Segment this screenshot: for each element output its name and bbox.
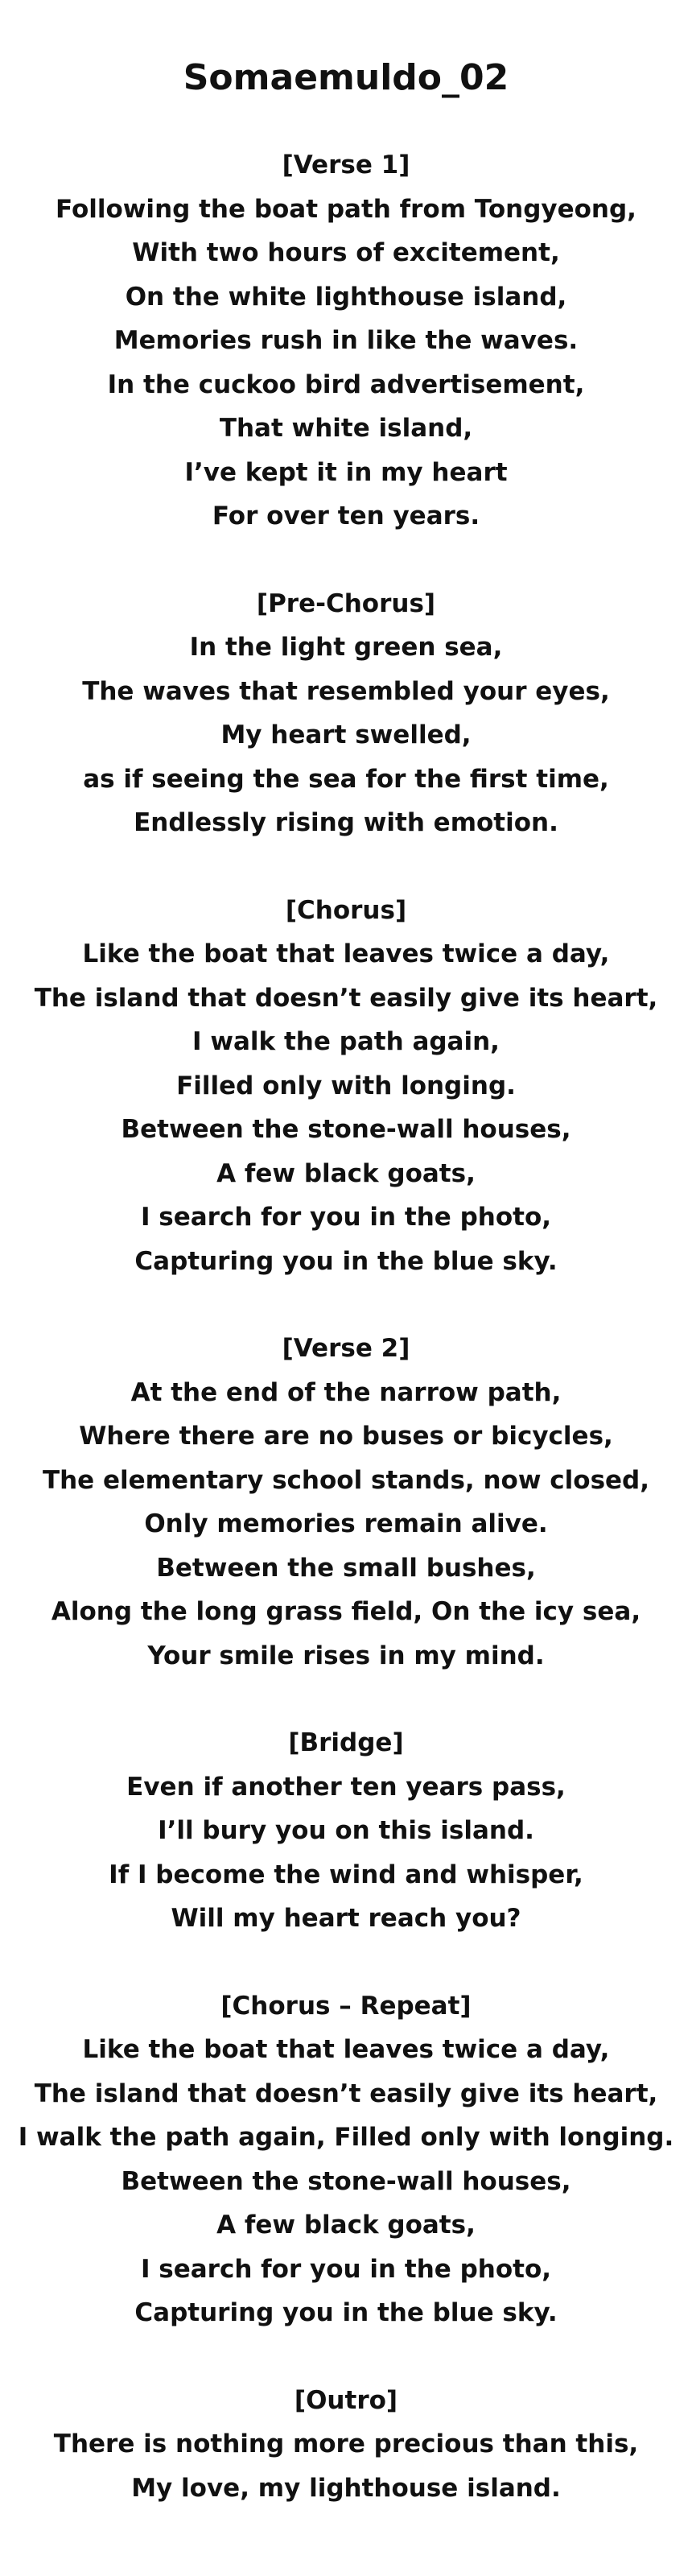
lyric-line: as if seeing the sea for the first time,: [83, 764, 609, 794]
lyric-line: In the cuckoo bird advertisement,: [107, 369, 585, 399]
lyric-line: Will my heart reach you?: [171, 1904, 521, 1933]
lyrics-section: [0, 1984, 692, 2335]
lyric-line: At the end of the narrow path,: [130, 1377, 562, 1407]
lyric-line: There is nothing more precious than this,: [53, 2429, 639, 2458]
lyric-line: Like the boat that leaves twice a day,: [82, 2035, 610, 2064]
section-header: [Chorus]: [285, 895, 407, 925]
lyric-line: A few black goats,: [216, 2211, 476, 2240]
lyrics-section: [0, 582, 692, 845]
lyric-line: I walk the path again,: [192, 1027, 500, 1056]
lyric-line: Like the boat that leaves twice a day,: [82, 939, 610, 968]
section-header: [Bridge]: [288, 1728, 404, 1757]
lyric-line: I’ve kept it in my heart: [184, 457, 508, 487]
section-header: [Verse 2]: [282, 1334, 410, 1363]
lyric-line: I walk the path again, Filled only with longing.: [18, 2123, 674, 2152]
lyric-line: Even if another ten years pass,: [126, 1772, 566, 1802]
lyric-line: Between the stone-wall houses,: [121, 1115, 571, 1144]
lyric-line: If I become the wind and whisper,: [109, 1860, 583, 1889]
lyrics-section: [0, 889, 692, 1284]
lyric-line: Filled only with longing.: [176, 1071, 516, 1100]
lyric-line: Along the long grass field, On the icy sea,: [51, 1597, 641, 1626]
lyrics-section: [0, 143, 692, 539]
lyric-line: Following the boat path from Tongyeong,: [56, 194, 636, 224]
lyric-line: On the white lighthouse island,: [125, 282, 567, 312]
lyric-line: My love, my lighthouse island.: [131, 2473, 561, 2503]
lyrics-section: [0, 1721, 692, 1941]
lyric-line: That white island,: [219, 414, 473, 443]
lyric-line: Your smile rises in my mind.: [147, 1641, 545, 1670]
lyric-line: In the light green sea,: [189, 633, 503, 662]
lyric-line: The island that doesn’t easily give its heart,: [34, 983, 658, 1013]
lyric-line: A few black goats,: [216, 1158, 476, 1188]
section-header: [Pre-Chorus]: [256, 588, 436, 618]
lyric-line: I search for you in the photo,: [140, 1203, 552, 1232]
lyric-line: Between the stone-wall houses,: [121, 2166, 571, 2196]
lyric-line: The waves that resembled your eyes,: [82, 676, 610, 706]
section-header: [Chorus – Repeat]: [220, 1991, 472, 2021]
lyrics-section: [0, 1327, 692, 1678]
lyric-line: Where there are no buses or bicycles,: [79, 1422, 613, 1451]
lyrics-body: [0, 143, 692, 2510]
lyric-line: Between the small bushes,: [156, 1553, 536, 1583]
lyrics-section: [0, 2379, 692, 2511]
section-header: [Verse 1]: [282, 151, 410, 180]
lyric-line: Capturing you in the blue sky.: [134, 2298, 558, 2327]
lyric-line: Only memories remain alive.: [144, 1509, 548, 1538]
lyric-line: Capturing you in the blue sky.: [134, 1246, 558, 1276]
section-header: [Outro]: [294, 2385, 398, 2415]
lyric-line: My heart swelled,: [220, 720, 472, 749]
lyric-line: The island that doesn’t easily give its heart,: [34, 2079, 658, 2108]
lyric-line: Endlessly rising with emotion.: [134, 808, 558, 837]
lyric-line: I’ll bury you on this island.: [158, 1816, 534, 1845]
lyric-line: I search for you in the photo,: [140, 2254, 552, 2284]
page-title: Somaemuldo_02: [183, 57, 509, 98]
lyric-line: The elementary school stands, now closed,: [42, 1465, 650, 1495]
lyric-line: Memories rush in like the waves.: [113, 326, 579, 355]
lyric-line: With two hours of excitement,: [132, 238, 560, 267]
lyric-line: For over ten years.: [212, 502, 480, 530]
